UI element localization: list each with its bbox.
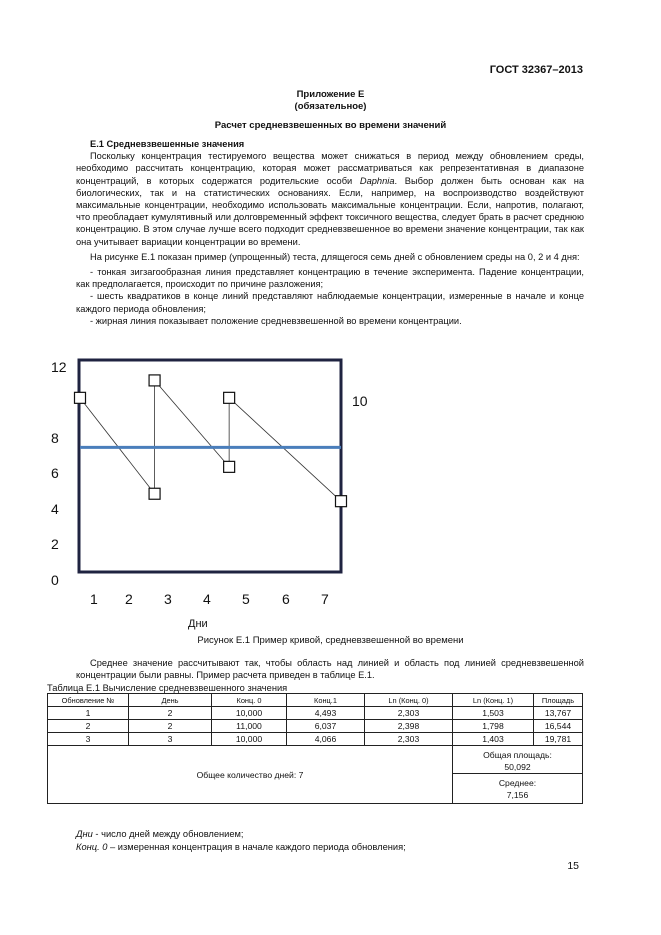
x-tick-label: 5 [242,591,250,607]
table-cell: 3 [129,733,212,746]
x-tick-label: 1 [90,591,98,607]
x-tick-label: 3 [164,591,172,607]
table-cell: 2,398 [365,720,453,733]
bullet-2: - шесть квадратиков в конце линий представляют наблюдаемые концентрации, измеренные в начале и конце каждого периода обновления; [76,291,584,314]
note-conc0: Конц. 0 – измеренная концентрация в начале каждого периода обновления; [76,842,406,852]
total-area-value: 50,092 [453,761,583,774]
table-cell: 13,767 [534,707,583,720]
x-axis-label: Дни [188,618,208,630]
appendix-heading: Расчет средневзвешенных во времени значений [214,120,447,131]
table-row [48,720,583,733]
note-days: Дни - число дней между обновлением; [76,829,244,839]
paragraph-1: Поскольку концентрация тестируемого вещества может снижаться в период между обновлением среды, необходимо рассчитать концентрацию, которая может рассматриваться как репрезентативная в диапазоне концентраций, в которых содержатся родительские особи Daphnia. Выбор должен быть основан как на биологических, так и на статистических основаниях. Если, например, на воспроизводство воздействуют максимальные концентрации, необходимо использовать максимальные концентрации. Если, напротив, полагают, что преобладает кумулятивный или долговременный эффект токсичного вещества, следует брать в расчет среднюю концентрацию. В этом случае лучше всего подходит средневзвешенное во времени значение концентрации, так как она учитывает вариации концентрации во времени. [76,151,585,247]
x-tick-label: 6 [282,591,290,607]
data-point-marker [149,488,160,499]
table-cell: 1,798 [453,720,534,733]
appendix-title: Приложение Е [296,89,365,100]
col-header: Обновление № [48,694,129,707]
table-cell: 2 [129,720,212,733]
table-cell: 10,000 [212,733,287,746]
col-header: Конц.1 [287,694,365,707]
table-cell: 1,503 [453,707,534,720]
calc-table [47,693,583,804]
x-tick-label: 2 [125,591,133,607]
table-header-row [48,694,583,707]
section-title: Е.1 Средневзвешенные значения [90,139,245,149]
data-point-marker [336,496,347,507]
y-tick-label: 6 [51,465,59,481]
col-header: Площадь [534,694,583,707]
concentration-segment [229,398,341,501]
plot-frame [79,360,341,572]
appendix-status: (обязательное) [294,101,367,112]
col-header: Конц. 0 [212,694,287,707]
table-summary-row [48,746,583,762]
data-point-marker [224,461,235,472]
concentration-segment [80,398,155,494]
figure-e1-chart [30,348,410,638]
y-tick-label: 12 [51,359,67,375]
data-point-marker [149,375,160,386]
bullet-3: - жирная линия показывает положение средневзвешенной во времени концентрации. [90,315,462,326]
table-row [48,733,583,746]
col-header: Ln (Конц. 0) [365,694,453,707]
paragraph-2: На рисунке Е.1 показан пример (упрощенный) теста, длящегося семь дней с обновлением среды на 0, 2 и 4 дня: [90,251,580,262]
y-tick-label: 2 [51,536,59,552]
total-days-cell: Общее количество дней: 7 [48,746,453,804]
table-cell: 4,493 [287,707,365,720]
col-header: День [129,694,212,707]
standard-code: ГОСТ 32367–2013 [489,64,583,76]
table-title: Таблица Е.1 Вычисление средневзвешенного значения [47,683,288,693]
total-area-label: Общая площадь: [453,746,583,762]
table-cell: 16,544 [534,720,583,733]
section-body [76,138,584,327]
paragraph-3: Среднее значение рассчитывают так, чтобы область над линией и область под линией средневзвешенной концентрации были равны. Пример расчета приведен в таблице Е.1. [76,658,584,681]
mean-label: Среднее: [453,774,583,790]
bullet-1: - тонкая зигзагообразная линия представляет концентрацию в течение эксперимента. Падение концентрации, как предполагается, происходит по причине разложения; [76,267,584,290]
mean-value: 7,156 [453,789,583,804]
y-extra-label: 10 [352,393,368,409]
data-point-marker [75,392,86,403]
y-tick-label: 0 [51,572,59,588]
table-cell: 2 [48,720,129,733]
table-cell: 10,000 [212,707,287,720]
y-tick-label: 8 [51,430,59,446]
table-cell: 2 [129,707,212,720]
concentration-segment [155,380,230,466]
data-point-marker [224,392,235,403]
table-cell: 1,403 [453,733,534,746]
table-cell: 11,000 [212,720,287,733]
table-cell: 1 [48,707,129,720]
table-cell: 6,037 [287,720,365,733]
page-number: 15 [567,860,579,872]
x-tick-label: 7 [321,591,329,607]
table-cell: 2,303 [365,707,453,720]
y-tick-label: 4 [51,501,59,517]
figure-caption: Рисунок Е.1 Пример кривой, средневзвешенной во времени [197,635,464,646]
table-cell: 19,781 [534,733,583,746]
table-row [48,707,583,720]
table-cell: 4,066 [287,733,365,746]
table-cell: 2,303 [365,733,453,746]
x-tick-label: 4 [203,591,211,607]
table-cell: 3 [48,733,129,746]
col-header: Ln (Конц. 1) [453,694,534,707]
